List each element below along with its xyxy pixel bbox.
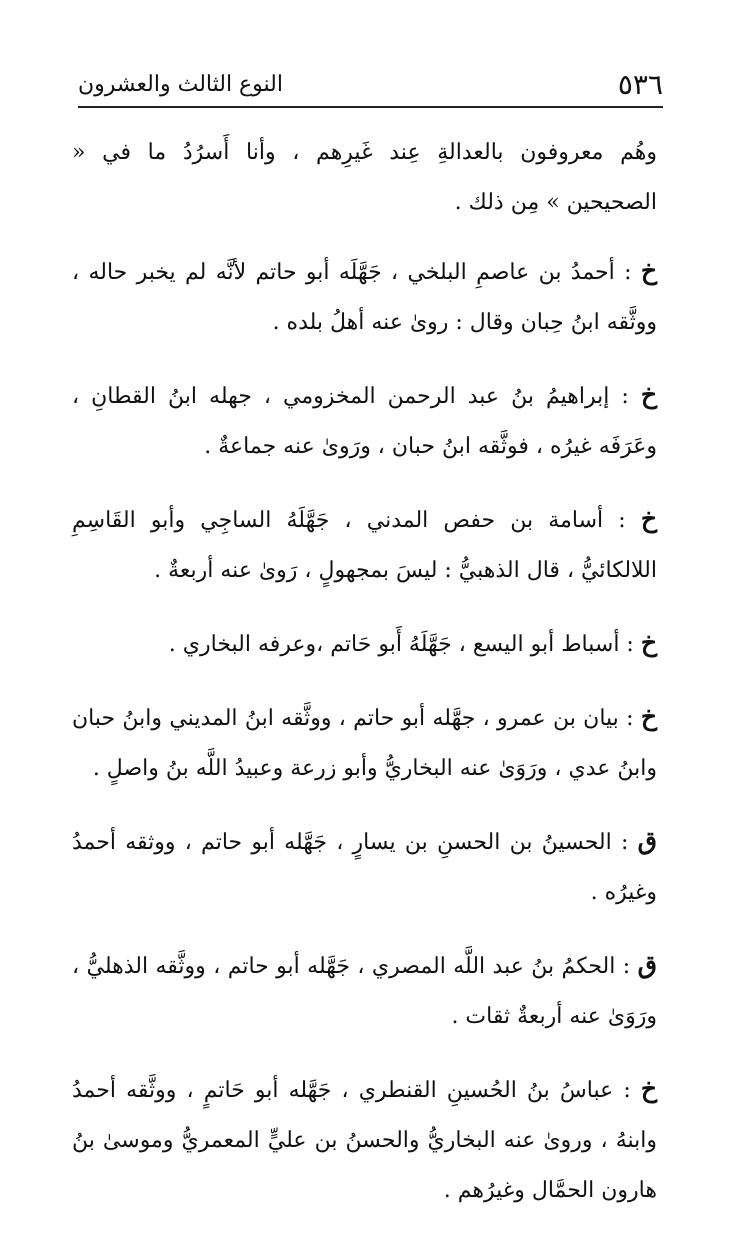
collection-symbol: خ (640, 702, 657, 731)
narrator-entry (72, 940, 657, 1042)
narrator-entry (72, 494, 657, 596)
entry-text: : الحسينُ بن الحسنِ بن يسارٍ ، جَهَّله أبو حاتم ، ووثقه أحمدُ وغيرُه . (72, 830, 657, 905)
entry-text: : أحمدُ بن عاصمِ البلخي ، جَهَّلَه أبو حاتم لأنَّه لم يخبر حاله ، ووثَّقه ابنُ حِبان وقال : روىٰ عنه أهلُ بلده . (72, 260, 657, 335)
entry-text: : عباسُ بنُ الحُسينِ القنطري ، جَهَّله أبو حَاتمٍ ، ووثَّقه أحمدُ وابنهُ ، وروىٰ عنه البخاريُّ والحسنُ بن عليٍّ المعمريُّ وموسىٰ بنُ هارون الحمَّال وغيرُهم . (72, 1078, 657, 1203)
narrator-entry (72, 816, 657, 918)
entry-text: : الحكمُ بنُ عبد اللَّه المصري ، جَهَّله أبو حاتم ، ووثَّقه الذهليُّ ، ورَوَىٰ عنه أربعةٌ ثقات . (72, 954, 657, 1029)
collection-symbol: خ (640, 380, 658, 409)
collection-symbol: خ (640, 504, 658, 533)
narrator-entry (72, 370, 657, 472)
narrator-entry (72, 692, 657, 794)
entry-text: : أسباط أبو اليسع ، جَهَّلَهُ أَبو حَاتم ،وعرفه البخاري . (168, 632, 634, 657)
collection-symbol: خ (640, 1074, 657, 1103)
page-body (72, 128, 657, 1238)
chapter-title: النوع الثالث والعشرون (78, 71, 283, 97)
page-header (78, 62, 663, 108)
collection-symbol: خ (640, 628, 657, 657)
narrator-entry (72, 1064, 657, 1216)
entry-text: : أسامة بن حفص المدني ، جَهَّلَهُ الساجِي وأبو القَاسِمِ اللالكائيُّ ، قال الذهبيُّ : ليسَ بمجهولٍ ، رَوىٰ عنه أربعةٌ . (72, 508, 657, 583)
entry-text: : بيان بن عمرو ، جهَّله أبو حاتم ، ووثَّقه ابنُ المديني وابنُ حبان وابنُ عدي ، ورَوَىٰ عنه البخاريُّ وأبو زرعة وعبيدُ اللَّه بنُ واصلٍ . (72, 706, 657, 781)
entry-text: : إبراهيمُ بنُ عبد الرحمن المخزومي ، جهله ابنُ القطانِ ، وعَرَفَه غيرُه ، فوثَّقه ابنُ حبان ، ورَوىٰ عنه جماعةٌ . (72, 384, 657, 459)
collection-symbol: خ (640, 256, 657, 285)
page-number: ٥٣٦ (617, 67, 663, 101)
narrator-entry (72, 618, 657, 670)
narrator-entry (72, 246, 657, 348)
collection-symbol: ق (637, 826, 657, 855)
collection-symbol: ق (637, 950, 657, 979)
intro-paragraph: وهُم معروفون بالعدالةِ عِند غَيرِهم ، وأنا أَسرُدُ ما في « الصحيحين » مِن ذلك . (72, 140, 657, 215)
